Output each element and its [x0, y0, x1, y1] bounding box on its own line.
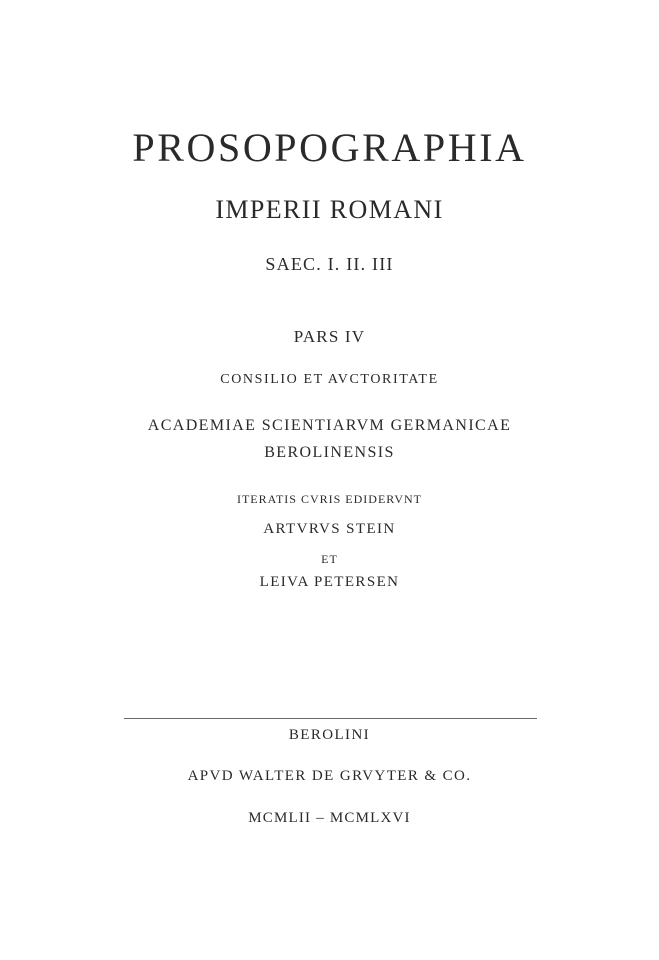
editor-name-2: LEIVA PETERSEN: [259, 574, 400, 590]
imprint-place: BEROLINI: [288, 727, 371, 743]
editors-intro: ITERATIS CVRIS EDIDERVNT: [236, 492, 423, 506]
book-title: PROSOPOGRAPHIA: [132, 125, 527, 170]
academy-line-1: ACADEMIAE SCIENTIARVM GERMANICAE: [147, 417, 512, 434]
centuries-line: SAEC. I. II. III: [265, 254, 394, 274]
editor-conjunction: ET: [321, 552, 338, 566]
authority-line: CONSILIO ET AVCTORITATE: [220, 372, 439, 387]
editor-name-1: ARTVRVS STEIN: [263, 521, 396, 537]
imprint-years: MCMLII – MCMLXVI: [248, 810, 411, 826]
part-number: PARS IV: [293, 327, 366, 346]
book-subtitle: IMPERII ROMANI: [215, 195, 444, 224]
imprint-publisher: APVD WALTER DE GRVYTER & CO.: [187, 768, 472, 784]
academy-line-2: BEROLINENSIS: [264, 444, 395, 461]
imprint-divider: [124, 718, 537, 719]
